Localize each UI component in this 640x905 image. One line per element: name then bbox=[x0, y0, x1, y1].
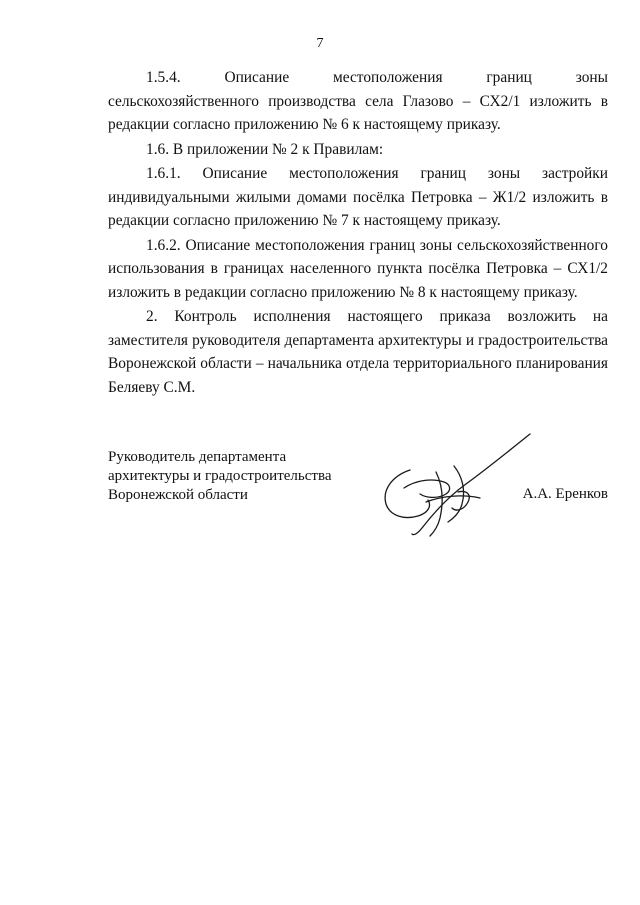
text-line: 1.6.1. Описание местоположения границ зоны застройки bbox=[146, 165, 608, 182]
paragraph-2 bbox=[108, 305, 608, 399]
signatory-title-line: архитектуры и градостроительства bbox=[108, 468, 332, 484]
text-line: сельскохозяйственного производства села Глазово – СХ2/1 изложить в bbox=[108, 92, 608, 110]
text-line: 1.6.2. Описание местоположения границ зоны сельскохозяйственного bbox=[146, 236, 608, 254]
text-line: индивидуальными жилыми домами посёлка Петровка – Ж1/2 изложить в bbox=[108, 188, 608, 206]
paragraph-1-5-4 bbox=[108, 66, 608, 137]
handwritten-signature bbox=[370, 432, 540, 542]
document-body bbox=[108, 60, 608, 399]
page-number: 7 bbox=[316, 36, 324, 51]
text-line: изложить в редакции согласно приложению № 8 к настоящему приказу. bbox=[108, 283, 578, 301]
text-line: Воронежской области – начальника отдела территориального планирования bbox=[108, 355, 608, 372]
signatory-name: А.А. Еренков bbox=[522, 486, 608, 502]
signatory-title bbox=[108, 448, 331, 505]
text-line: Беляеву С.М. bbox=[108, 378, 196, 396]
text-line: редакции согласно приложению № 6 к настоящему приказу. bbox=[108, 116, 501, 133]
signatory-title-line: Руководитель департамента bbox=[108, 449, 287, 465]
text-line: заместителя руководителя департамента архитектуры и градостроительства bbox=[108, 331, 608, 349]
text-line: 2. Контроль исполнения настоящего приказа возложить на bbox=[146, 308, 608, 325]
paragraph-1-6-1 bbox=[108, 162, 608, 233]
paragraph-1-6-2 bbox=[108, 234, 608, 305]
text-line: 1.5.4. Описание местоположения границ зоны bbox=[146, 69, 608, 86]
text-line: редакции согласно приложению № 7 к настоящему приказу. bbox=[108, 212, 501, 229]
text-line: 1.6. В приложении № 2 к Правилам: bbox=[146, 140, 384, 158]
text-line: использования в границах населенного пункта посёлка Петровка – СХ1/2 bbox=[108, 260, 608, 277]
signature-block bbox=[108, 448, 608, 528]
paragraph-1-6 bbox=[108, 138, 608, 162]
signatory-title-line: Воронежской области bbox=[108, 487, 248, 503]
